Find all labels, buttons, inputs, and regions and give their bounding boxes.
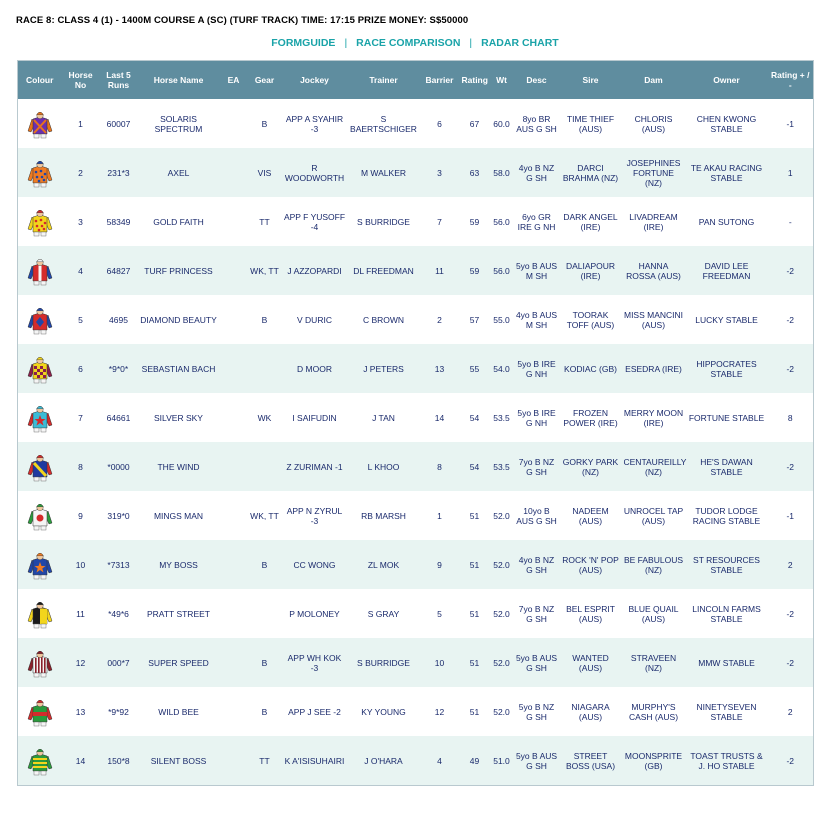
col-trainer: Trainer xyxy=(348,61,420,100)
description-cell: 5yo B AUS G SH xyxy=(514,736,560,786)
ea-cell xyxy=(220,295,248,344)
silk-cell xyxy=(18,687,62,736)
weight-cell: 54.0 xyxy=(490,344,514,393)
ea-cell xyxy=(220,638,248,687)
jockey-silk-icon xyxy=(27,599,53,629)
rating-cell: 54 xyxy=(460,393,490,442)
horse-name-cell: SEBASTIAN BACH xyxy=(138,344,220,393)
col-desc: Desc xyxy=(514,61,560,100)
col-rating-change: Rating + / - xyxy=(768,61,814,100)
rating-cell: 59 xyxy=(460,197,490,246)
description-cell: 5yo B IRE G NH xyxy=(514,344,560,393)
sire-cell: WANTED (AUS) xyxy=(560,638,622,687)
jockey-cell: K A'ISISUHAIRI xyxy=(282,736,348,786)
sire-cell: NIAGARA (AUS) xyxy=(560,687,622,736)
last-5-runs-cell: *9*0* xyxy=(100,344,138,393)
rating-change-cell: -2 xyxy=(768,344,814,393)
jockey-silk-icon xyxy=(27,648,53,678)
col-colour: Colour xyxy=(18,61,62,100)
rating-change-cell: -1 xyxy=(768,99,814,148)
silk-cell xyxy=(18,491,62,540)
ea-cell xyxy=(220,687,248,736)
col-wt: Wt xyxy=(490,61,514,100)
col-last-5-runs: Last 5 Runs xyxy=(100,61,138,100)
sire-cell: KODIAC (GB) xyxy=(560,344,622,393)
jockey-cell: D MOOR xyxy=(282,344,348,393)
dam-cell: ESEDRA (IRE) xyxy=(622,344,686,393)
jockey-silk-icon xyxy=(27,403,53,433)
rating-cell: 59 xyxy=(460,246,490,295)
jockey-cell: APP J SEE -2 xyxy=(282,687,348,736)
sire-cell: DALIAPOUR (IRE) xyxy=(560,246,622,295)
runner-row xyxy=(18,638,814,687)
dam-cell: BLUE QUAIL (AUS) xyxy=(622,589,686,638)
barrier-cell: 6 xyxy=(420,99,460,148)
ea-cell xyxy=(220,393,248,442)
weight-cell: 52.0 xyxy=(490,540,514,589)
runner-row xyxy=(18,99,814,148)
ea-cell xyxy=(220,99,248,148)
horse-name-cell: PRATT STREET xyxy=(138,589,220,638)
jockey-cell: R WOODWORTH xyxy=(282,148,348,197)
sire-cell: DARCI BRAHMA (NZ) xyxy=(560,148,622,197)
gear-cell: B xyxy=(248,295,282,344)
owner-cell: TUDOR LODGE RACING STABLE xyxy=(686,491,768,540)
barrier-cell: 10 xyxy=(420,638,460,687)
trainer-cell: J PETERS xyxy=(348,344,420,393)
rating-cell: 67 xyxy=(460,99,490,148)
col-dam: Dam xyxy=(622,61,686,100)
ea-cell xyxy=(220,442,248,491)
horse-name-cell: TURF PRINCESS xyxy=(138,246,220,295)
owner-cell: LINCOLN FARMS STABLE xyxy=(686,589,768,638)
jockey-silk-icon xyxy=(27,207,53,237)
silk-cell xyxy=(18,442,62,491)
rating-change-cell: -2 xyxy=(768,736,814,786)
horse-no-cell: 5 xyxy=(62,295,100,344)
barrier-cell: 12 xyxy=(420,687,460,736)
silk-cell xyxy=(18,197,62,246)
ea-cell xyxy=(220,589,248,638)
rating-change-cell: 2 xyxy=(768,687,814,736)
race-comparison-link[interactable]: RACE COMPARISON xyxy=(356,37,461,49)
barrier-cell: 13 xyxy=(420,344,460,393)
rating-change-cell: -2 xyxy=(768,442,814,491)
rating-change-cell: 2 xyxy=(768,540,814,589)
rating-cell: 51 xyxy=(460,540,490,589)
description-cell: 6yo GR IRE G NH xyxy=(514,197,560,246)
runner-row xyxy=(18,442,814,491)
description-cell: 7yo B NZ G SH xyxy=(514,442,560,491)
jockey-cell: I SAIFUDIN xyxy=(282,393,348,442)
table-body xyxy=(18,99,814,786)
jockey-cell: APP N ZYRUL -3 xyxy=(282,491,348,540)
silk-cell xyxy=(18,99,62,148)
jockey-silk-icon xyxy=(27,452,53,482)
last-5-runs-cell: 231*3 xyxy=(100,148,138,197)
horse-name-cell: SILVER SKY xyxy=(138,393,220,442)
gear-cell: TT xyxy=(248,197,282,246)
horse-name-cell: SOLARIS SPECTRUM xyxy=(138,99,220,148)
weight-cell: 53.5 xyxy=(490,393,514,442)
weight-cell: 56.0 xyxy=(490,246,514,295)
last-5-runs-cell: 60007 xyxy=(100,99,138,148)
description-cell: 10yo B AUS G SH xyxy=(514,491,560,540)
jockey-cell: APP F YUSOFF -4 xyxy=(282,197,348,246)
jockey-silk-icon xyxy=(27,109,53,139)
runner-row xyxy=(18,344,814,393)
trainer-cell: L KHOO xyxy=(348,442,420,491)
silk-cell xyxy=(18,148,62,197)
rating-cell: 55 xyxy=(460,344,490,393)
jockey-silk-icon xyxy=(27,697,53,727)
horse-name-cell: DIAMOND BEAUTY xyxy=(138,295,220,344)
trainer-cell: S BURRIDGE xyxy=(348,197,420,246)
gear-cell xyxy=(248,344,282,393)
barrier-cell: 9 xyxy=(420,540,460,589)
col-owner: Owner xyxy=(686,61,768,100)
rating-cell: 51 xyxy=(460,687,490,736)
horse-no-cell: 14 xyxy=(62,736,100,786)
gear-cell xyxy=(248,589,282,638)
ea-cell xyxy=(220,736,248,786)
rating-cell: 51 xyxy=(460,638,490,687)
rating-change-cell: -1 xyxy=(768,491,814,540)
gear-cell: WK xyxy=(248,393,282,442)
jockey-cell: CC WONG xyxy=(282,540,348,589)
trainer-cell: S BAERTSCHIGER xyxy=(348,99,420,148)
weight-cell: 51.0 xyxy=(490,736,514,786)
barrier-cell: 5 xyxy=(420,589,460,638)
horse-no-cell: 8 xyxy=(62,442,100,491)
formguide-link[interactable]: FORMGUIDE xyxy=(271,37,336,49)
race-title: RACE 8: CLASS 4 (1) - 1400M COURSE A (SC) (TURF TRACK) TIME: 17:15 PRIZE MONEY: S$50000 xyxy=(16,15,469,26)
rating-change-cell: 8 xyxy=(768,393,814,442)
jockey-cell: APP A SYAHIR -3 xyxy=(282,99,348,148)
weight-cell: 56.0 xyxy=(490,197,514,246)
horse-name-cell: MY BOSS xyxy=(138,540,220,589)
jockey-silk-icon xyxy=(27,305,53,335)
horse-name-cell: WILD BEE xyxy=(138,687,220,736)
col-rating: Rating xyxy=(460,61,490,100)
jockey-silk-icon xyxy=(27,501,53,531)
owner-cell: NINETYSEVEN STABLE xyxy=(686,687,768,736)
horse-name-cell: SILENT BOSS xyxy=(138,736,220,786)
last-5-runs-cell: 58349 xyxy=(100,197,138,246)
owner-cell: CHEN KWONG STABLE xyxy=(686,99,768,148)
gear-cell: B xyxy=(248,99,282,148)
rating-cell: 49 xyxy=(460,736,490,786)
last-5-runs-cell: 150*8 xyxy=(100,736,138,786)
silk-cell xyxy=(18,589,62,638)
sire-cell: STREET BOSS (USA) xyxy=(560,736,622,786)
weight-cell: 58.0 xyxy=(490,148,514,197)
owner-cell: MMW STABLE xyxy=(686,638,768,687)
dam-cell: STRAVEEN (NZ) xyxy=(622,638,686,687)
gear-cell xyxy=(248,442,282,491)
rating-cell: 57 xyxy=(460,295,490,344)
owner-cell: LUCKY STABLE xyxy=(686,295,768,344)
col-gear: Gear xyxy=(248,61,282,100)
dam-cell: HANNA ROSSA (AUS) xyxy=(622,246,686,295)
col-barrier: Barrier xyxy=(420,61,460,100)
barrier-cell: 1 xyxy=(420,491,460,540)
trainer-cell: KY YOUNG xyxy=(348,687,420,736)
jockey-cell: J AZZOPARDI xyxy=(282,246,348,295)
rating-change-cell: -2 xyxy=(768,589,814,638)
sire-cell: GORKY PARK (NZ) xyxy=(560,442,622,491)
runner-row xyxy=(18,589,814,638)
jockey-silk-icon xyxy=(27,256,53,286)
description-cell: 7yo B NZ G SH xyxy=(514,589,560,638)
dam-cell: BE FABULOUS (NZ) xyxy=(622,540,686,589)
horse-no-cell: 4 xyxy=(62,246,100,295)
dam-cell: LIVADREAM (IRE) xyxy=(622,197,686,246)
col-jockey: Jockey xyxy=(282,61,348,100)
rating-cell: 51 xyxy=(460,589,490,638)
radar-chart-link[interactable]: RADAR CHART xyxy=(481,37,559,49)
col-ea: EA xyxy=(220,61,248,100)
trainer-cell: ZL MOK xyxy=(348,540,420,589)
rating-change-cell: -2 xyxy=(768,295,814,344)
last-5-runs-cell: *7313 xyxy=(100,540,138,589)
runner-row xyxy=(18,197,814,246)
horse-no-cell: 9 xyxy=(62,491,100,540)
horse-no-cell: 2 xyxy=(62,148,100,197)
description-cell: 5yo B NZ G SH xyxy=(514,687,560,736)
race-card-table xyxy=(17,60,814,786)
runner-row xyxy=(18,246,814,295)
weight-cell: 52.0 xyxy=(490,491,514,540)
rating-change-cell: -2 xyxy=(768,246,814,295)
silk-cell xyxy=(18,295,62,344)
table-header xyxy=(18,61,814,100)
horse-name-cell: SUPER SPEED xyxy=(138,638,220,687)
silk-cell xyxy=(18,540,62,589)
sire-cell: ROCK 'N' POP (AUS) xyxy=(560,540,622,589)
weight-cell: 60.0 xyxy=(490,99,514,148)
sire-cell: NADEEM (AUS) xyxy=(560,491,622,540)
rating-cell: 54 xyxy=(460,442,490,491)
sire-cell: TIME THIEF (AUS) xyxy=(560,99,622,148)
barrier-cell: 14 xyxy=(420,393,460,442)
description-cell: 4yo B NZ G SH xyxy=(514,148,560,197)
ea-cell xyxy=(220,246,248,295)
dam-cell: CHLORIS (AUS) xyxy=(622,99,686,148)
dam-cell: MURPHY'S CASH (AUS) xyxy=(622,687,686,736)
last-5-runs-cell: 000*7 xyxy=(100,638,138,687)
horse-no-cell: 7 xyxy=(62,393,100,442)
last-5-runs-cell: 319*0 xyxy=(100,491,138,540)
jockey-cell: V DURIC xyxy=(282,295,348,344)
horse-no-cell: 12 xyxy=(62,638,100,687)
last-5-runs-cell: *9*92 xyxy=(100,687,138,736)
jockey-silk-icon xyxy=(27,158,53,188)
barrier-cell: 11 xyxy=(420,246,460,295)
rating-change-cell: -2 xyxy=(768,638,814,687)
horse-no-cell: 3 xyxy=(62,197,100,246)
rating-cell: 63 xyxy=(460,148,490,197)
runner-row xyxy=(18,148,814,197)
barrier-cell: 3 xyxy=(420,148,460,197)
ea-cell xyxy=(220,491,248,540)
description-cell: 4yo B NZ G SH xyxy=(514,540,560,589)
gear-cell: B xyxy=(248,638,282,687)
dam-cell: MISS MANCINI (AUS) xyxy=(622,295,686,344)
owner-cell: TOAST TRUSTS & J. HO STABLE xyxy=(686,736,768,786)
runner-row xyxy=(18,393,814,442)
col-horse-name: Horse Name xyxy=(138,61,220,100)
jockey-cell: Z ZURIMAN -1 xyxy=(282,442,348,491)
horse-no-cell: 10 xyxy=(62,540,100,589)
trainer-cell: M WALKER xyxy=(348,148,420,197)
gear-cell: B xyxy=(248,540,282,589)
rating-change-cell: - xyxy=(768,197,814,246)
barrier-cell: 4 xyxy=(420,736,460,786)
horse-name-cell: AXEL xyxy=(138,148,220,197)
silk-cell xyxy=(18,393,62,442)
col-horse-no: Horse No xyxy=(62,61,100,100)
runner-row xyxy=(18,491,814,540)
weight-cell: 53.5 xyxy=(490,442,514,491)
trainer-cell: S BURRIDGE xyxy=(348,638,420,687)
trainer-cell: J TAN xyxy=(348,393,420,442)
description-cell: 5yo B IRE G NH xyxy=(514,393,560,442)
silk-cell xyxy=(18,736,62,786)
owner-cell: HE'S DAWAN STABLE xyxy=(686,442,768,491)
silk-cell xyxy=(18,344,62,393)
ea-cell xyxy=(220,344,248,393)
silk-cell xyxy=(18,638,62,687)
last-5-runs-cell: 64661 xyxy=(100,393,138,442)
silk-cell xyxy=(18,246,62,295)
ea-cell xyxy=(220,197,248,246)
ea-cell xyxy=(220,148,248,197)
sire-cell: TOORAK TOFF (AUS) xyxy=(560,295,622,344)
jockey-silk-icon xyxy=(27,550,53,580)
dam-cell: UNROCEL TAP (AUS) xyxy=(622,491,686,540)
owner-cell: DAVID LEE FREEDMAN xyxy=(686,246,768,295)
description-cell: 5yo B AUS G SH xyxy=(514,638,560,687)
barrier-cell: 8 xyxy=(420,442,460,491)
description-cell: 8yo BR AUS G SH xyxy=(514,99,560,148)
dam-cell: MERRY MOON (IRE) xyxy=(622,393,686,442)
owner-cell: TE AKAU RACING STABLE xyxy=(686,148,768,197)
trainer-cell: RB MARSH xyxy=(348,491,420,540)
horse-no-cell: 1 xyxy=(62,99,100,148)
description-cell: 5yo B AUS M SH xyxy=(514,246,560,295)
owner-cell: ST RESOURCES STABLE xyxy=(686,540,768,589)
sire-cell: DARK ANGEL (IRE) xyxy=(560,197,622,246)
barrier-cell: 7 xyxy=(420,197,460,246)
horse-name-cell: GOLD FAITH xyxy=(138,197,220,246)
jockey-cell: APP WH KOK -3 xyxy=(282,638,348,687)
gear-cell: WK, TT xyxy=(248,246,282,295)
weight-cell: 55.0 xyxy=(490,295,514,344)
form-navigation xyxy=(0,37,830,49)
runner-row xyxy=(18,736,814,786)
jockey-silk-icon xyxy=(27,746,53,776)
sire-cell: BEL ESPRIT (AUS) xyxy=(560,589,622,638)
horse-no-cell: 11 xyxy=(62,589,100,638)
jockey-cell: P MOLONEY xyxy=(282,589,348,638)
gear-cell: WK, TT xyxy=(248,491,282,540)
owner-cell: HIPPOCRATES STABLE xyxy=(686,344,768,393)
barrier-cell: 2 xyxy=(420,295,460,344)
trainer-cell: S GRAY xyxy=(348,589,420,638)
weight-cell: 52.0 xyxy=(490,589,514,638)
rating-change-cell: 1 xyxy=(768,148,814,197)
gear-cell: TT xyxy=(248,736,282,786)
dam-cell: CENTAUREILLY (NZ) xyxy=(622,442,686,491)
nav-separator: | xyxy=(469,37,473,49)
horse-no-cell: 13 xyxy=(62,687,100,736)
weight-cell: 52.0 xyxy=(490,638,514,687)
runner-row xyxy=(18,540,814,589)
last-5-runs-cell: *0000 xyxy=(100,442,138,491)
nav-separator: | xyxy=(344,37,348,49)
runner-row xyxy=(18,295,814,344)
sire-cell: FROZEN POWER (IRE) xyxy=(560,393,622,442)
last-5-runs-cell: 4695 xyxy=(100,295,138,344)
rating-cell: 51 xyxy=(460,491,490,540)
trainer-cell: DL FREEDMAN xyxy=(348,246,420,295)
horse-no-cell: 6 xyxy=(62,344,100,393)
runner-row xyxy=(18,687,814,736)
description-cell: 4yo B AUS M SH xyxy=(514,295,560,344)
dam-cell: JOSEPHINES FORTUNE (NZ) xyxy=(622,148,686,197)
jockey-silk-icon xyxy=(27,354,53,384)
trainer-cell: J O'HARA xyxy=(348,736,420,786)
owner-cell: PAN SUTONG xyxy=(686,197,768,246)
owner-cell: FORTUNE STABLE xyxy=(686,393,768,442)
weight-cell: 52.0 xyxy=(490,687,514,736)
horse-name-cell: MINGS MAN xyxy=(138,491,220,540)
trainer-cell: C BROWN xyxy=(348,295,420,344)
last-5-runs-cell: *49*6 xyxy=(100,589,138,638)
horse-name-cell: THE WIND xyxy=(138,442,220,491)
ea-cell xyxy=(220,540,248,589)
col-sire: Sire xyxy=(560,61,622,100)
gear-cell: VIS xyxy=(248,148,282,197)
dam-cell: MOONSPRITE (GB) xyxy=(622,736,686,786)
gear-cell: B xyxy=(248,687,282,736)
last-5-runs-cell: 64827 xyxy=(100,246,138,295)
